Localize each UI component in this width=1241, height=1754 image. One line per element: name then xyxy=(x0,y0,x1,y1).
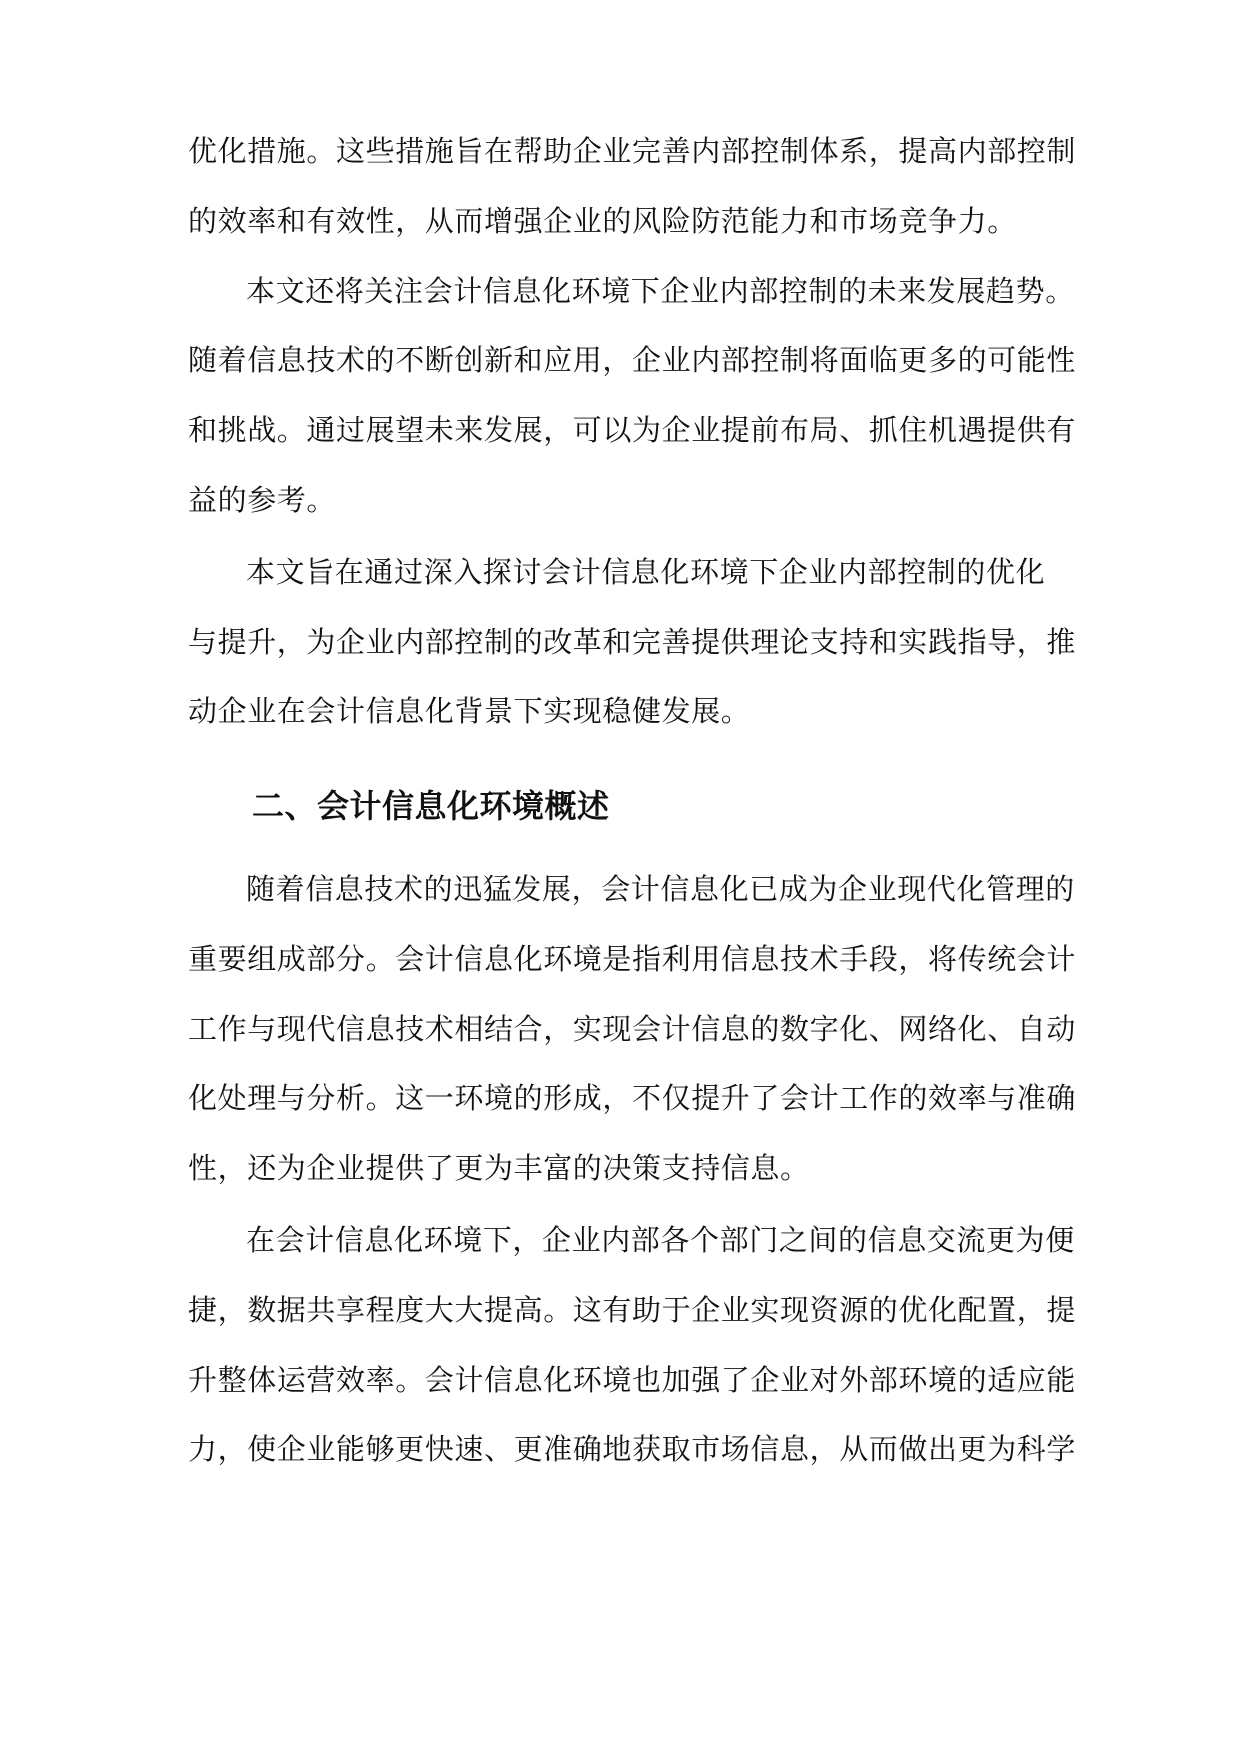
paragraph-line: 工作与现代信息技术相结合，实现会计信息的数字化、网络化、自动 xyxy=(188,1012,1077,1046)
paragraph-line: 升整体运营效率。会计信息化环境也加强了企业对外部环境的适应能 xyxy=(188,1363,1077,1397)
section-heading: 二、会计信息化环境概述 xyxy=(252,787,610,825)
paragraph-line: 性，还为企业提供了更为丰富的决策支持信息。 xyxy=(188,1151,810,1185)
paragraph-line: 动企业在会计信息化背景下实现稳健发展。 xyxy=(188,694,751,728)
paragraph-line: 捷，数据共享程度大大提高。这有助于企业实现资源的优化配置，提 xyxy=(188,1293,1077,1327)
paragraph-line: 本文旨在通过深入探讨会计信息化环境下企业内部控制的优化 xyxy=(246,555,1046,589)
paragraph-line: 随着信息技术的迅猛发展，会计信息化已成为企业现代化管理的 xyxy=(246,872,1075,906)
paragraph-line: 化处理与分析。这一环境的形成，不仅提升了会计工作的效率与准确 xyxy=(188,1081,1077,1115)
paragraph-line: 益的参考。 xyxy=(188,483,337,517)
paragraph-line: 重要组成部分。会计信息化环境是指利用信息技术手段，将传统会计 xyxy=(188,942,1077,976)
paragraph-line: 和挑战。通过展望未来发展，可以为企业提前布局、抓住机遇提供有 xyxy=(188,413,1077,447)
paragraph-line: 本文还将关注会计信息化环境下企业内部控制的未来发展趋势。 xyxy=(246,274,1075,308)
paragraph-line: 在会计信息化环境下，企业内部各个部门之间的信息交流更为便 xyxy=(246,1223,1075,1257)
paragraph-line: 优化措施。这些措施旨在帮助企业完善内部控制体系，提高内部控制 xyxy=(188,134,1077,168)
paragraph-line: 力，使企业能够更快速、更准确地获取市场信息，从而做出更为科学 xyxy=(188,1432,1077,1466)
paragraph-line: 的效率和有效性，从而增强企业的风险防范能力和市场竞争力。 xyxy=(188,204,1017,238)
paragraph-line: 与提升，为企业内部控制的改革和完善提供理论支持和实践指导，推 xyxy=(188,625,1077,659)
paragraph-line: 随着信息技术的不断创新和应用，企业内部控制将面临更多的可能性 xyxy=(188,343,1077,377)
